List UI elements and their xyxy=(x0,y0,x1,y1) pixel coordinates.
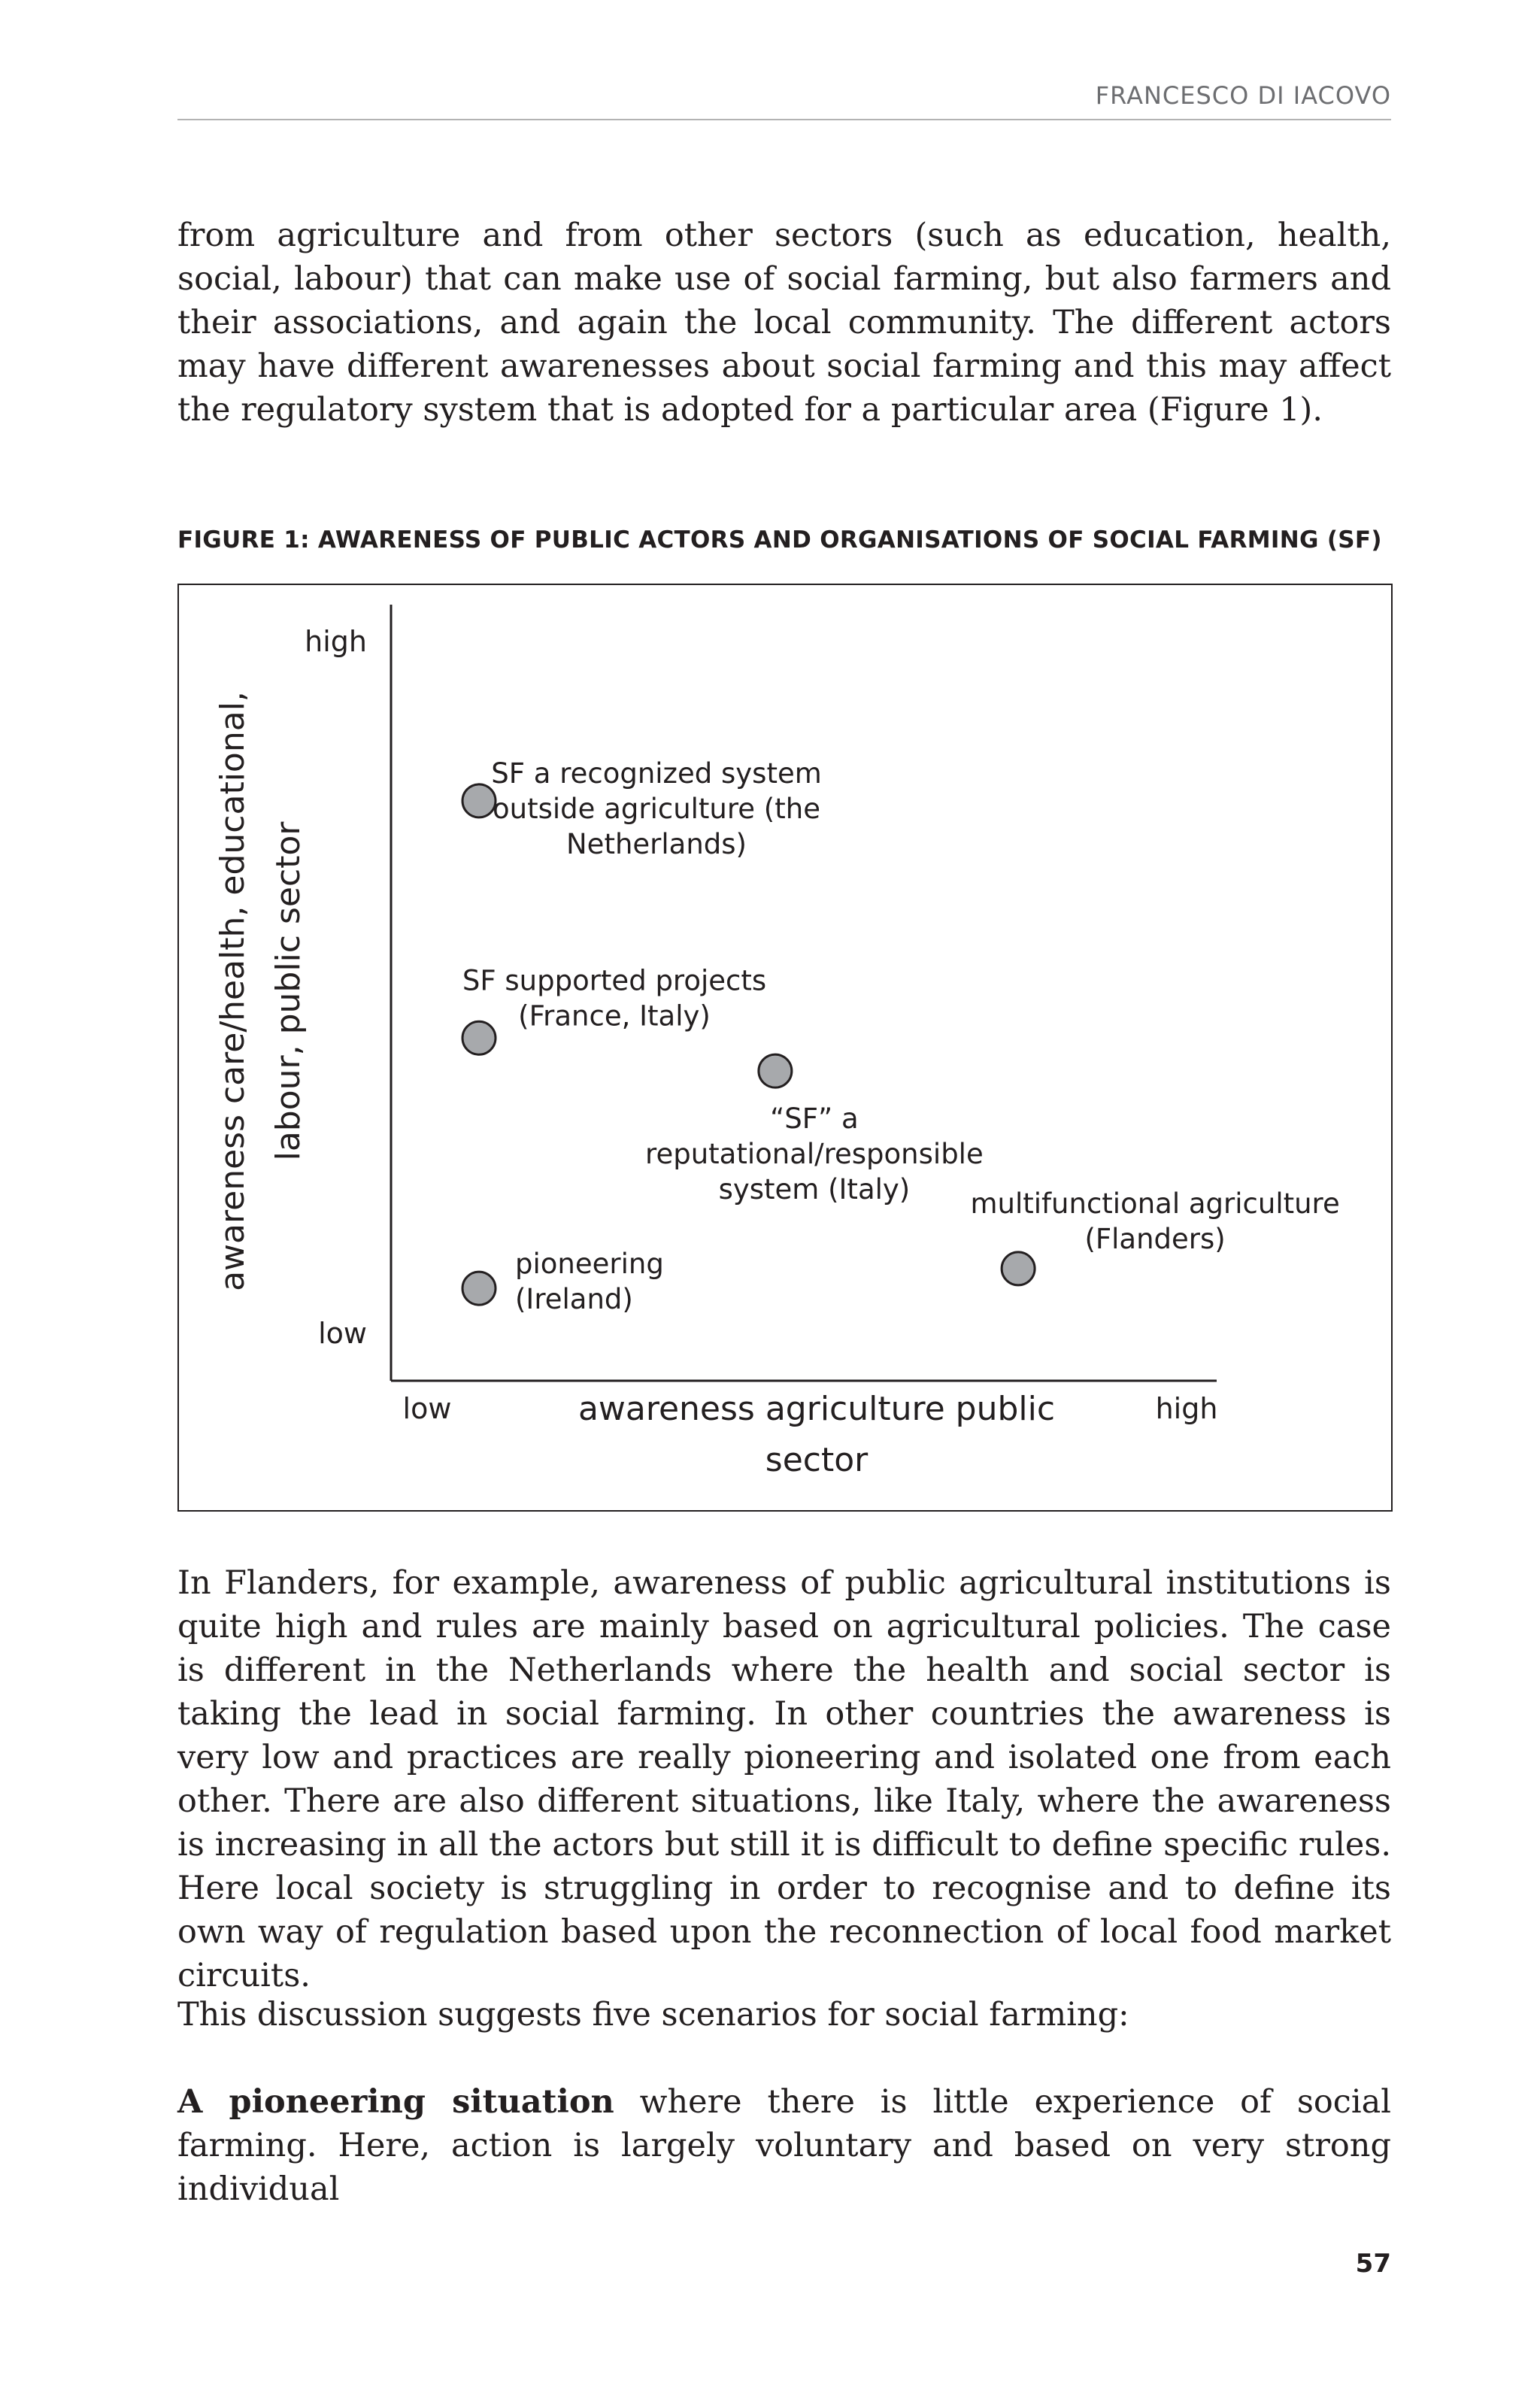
point-3-label-line-2: reputational/responsible xyxy=(645,1138,984,1171)
paragraph-intro: from agriculture and from other sectors (such as education, health, social, labour) that can make use of social farming, but also farmers and their associations, and again the local community. The different actors may have different awarenesses about social farming and this may affect the regulatory system that is adopted for a particular area (Figure 1). xyxy=(177,217,1391,429)
figure-title: FIGURE 1: AWARENESS OF PUBLIC ACTORS AND ORGANISATIONS OF SOCIAL FARMING (SF) xyxy=(177,526,1382,554)
y-tick-low: low xyxy=(318,1317,367,1350)
data-point-5 xyxy=(1002,1252,1035,1285)
y-axis-label-line-1: awareness care/health, educational, xyxy=(214,691,252,1291)
point-3-label-line-3: system (Italy) xyxy=(718,1173,911,1206)
header-rule xyxy=(177,119,1391,120)
point-4-label-line-1: pioneering xyxy=(515,1248,664,1281)
paragraph-flanders: In Flanders, for example, awareness of public agricultural institutions is quite high and rules are mainly based on agricultural policies. The case is different in the Netherlands where the health and social sector is taking the lead in social farming. In other countries the awareness is very low and practices are really pioneering and isolated one from each other. There are also different situations, like Italy, where the awareness is increasing in all the actors but still it is difficult to define specific rules. Here local society is struggling in order to recognise and to define its own way of regulation based upon the reconnection of local food market circuits. xyxy=(177,1564,1391,1994)
point-1-label-line-3: Netherlands) xyxy=(566,827,747,860)
point-1-label-line-1: SF a recognized system xyxy=(491,757,822,790)
point-5-label-line-1: multifunctional agriculture xyxy=(970,1187,1340,1220)
point-2-label-line-1: SF supported projects xyxy=(462,964,767,997)
running-head: FRANCESCO DI IACOVO xyxy=(1095,81,1391,110)
point-3-label-line-1: “SF” a xyxy=(770,1102,859,1136)
pioneering-text: where there is little experience of social farming. Here, action is largely voluntary and based on very strong individual xyxy=(177,2083,1391,2208)
y-tick-high: high xyxy=(305,625,367,658)
x-axis-label-line-1: awareness agriculture public xyxy=(578,1390,1056,1428)
point-4-label-line-2: (Ireland) xyxy=(515,1283,633,1316)
figure-1-chart xyxy=(177,584,1393,1512)
point-2-label-line-2: (France, Italy) xyxy=(518,999,711,1033)
chart-svg xyxy=(179,585,1391,1510)
data-point-2 xyxy=(462,1021,496,1054)
page-number: 57 xyxy=(1355,2249,1391,2279)
x-tick-high: high xyxy=(1155,1392,1218,1425)
point-5-label-line-2: (Flanders) xyxy=(1084,1222,1226,1255)
data-point-4 xyxy=(462,1272,496,1305)
pioneering-term: A pioneering situation xyxy=(177,2083,614,2121)
point-1-label-line-2: outside agriculture (the xyxy=(493,792,820,825)
x-axis-label-line-2: sector xyxy=(765,1441,869,1479)
paragraph-pioneering xyxy=(177,2080,1391,2211)
paragraph-scenarios-intro: This discussion suggests five scenarios for social farming: xyxy=(177,1996,1129,2034)
y-axis-label-line-2: labour, public sector xyxy=(269,821,308,1161)
x-tick-low: low xyxy=(402,1392,452,1425)
data-point-3 xyxy=(759,1054,792,1087)
